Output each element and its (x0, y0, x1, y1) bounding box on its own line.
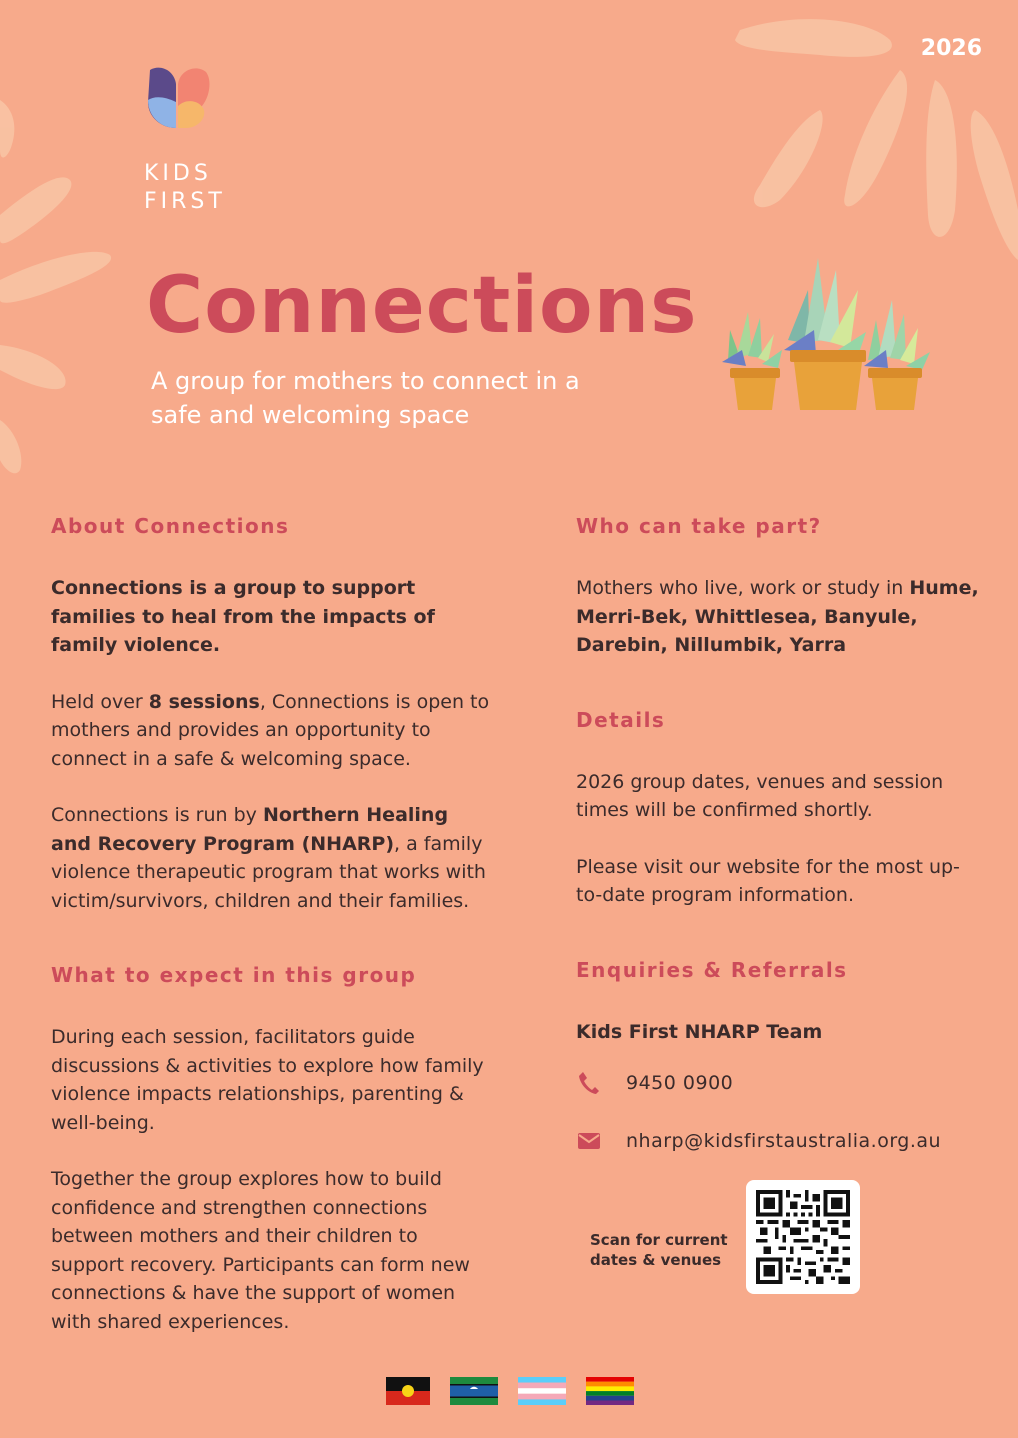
phone-row[interactable] (576, 1068, 986, 1098)
about-program-paragraph (51, 801, 491, 915)
email-address[interactable]: nharp@kidsfirstaustralia.org.au (626, 1130, 942, 1152)
who-areas: Hume, Merri-Bek, Whittlesea, Banyule, Darebin, Nillumbik, Yarra (576, 577, 979, 656)
who-heading: Who can take part? (576, 514, 822, 538)
expect-heading: What to expect in this group (51, 963, 417, 987)
flags-row (386, 1377, 634, 1405)
email-icon (576, 1128, 602, 1154)
right-column (576, 512, 986, 1184)
about-sessions-paragraph (51, 688, 491, 774)
about-sessions-count: 8 sessions (148, 690, 260, 713)
torres-strait-islander-flag (450, 1377, 498, 1405)
about-sessions-text-a: Held over (51, 690, 149, 713)
email-row[interactable] (576, 1126, 986, 1156)
who-text-a: Mothers who live, work or study in (576, 577, 910, 599)
enquiries-team: Kids First NHARP Team (576, 1020, 823, 1043)
rainbow-flag (586, 1377, 634, 1405)
qr-label: Scan for current dates & venues (590, 1231, 728, 1269)
expect-paragraph-1: During each session, facilitators guide discussions & activities to explore how family violence impacts relationships, parenting & well-being. (51, 1026, 484, 1134)
left-column (51, 512, 491, 1364)
heart-logo-icon (144, 66, 210, 132)
page-subtitle: A group for mothers to connect in a safe and welcoming space (151, 367, 580, 429)
about-program-text-a: Connections is run by (51, 804, 263, 826)
details-heading: Details (576, 707, 666, 732)
logo-text-line2: FIRST (144, 189, 226, 214)
about-program-text-c: , a family violence therapeutic program that works with victim/survivors, children and their families. (51, 832, 486, 912)
qr-code[interactable] (746, 1180, 860, 1294)
who-paragraph (576, 574, 986, 660)
transgender-flag (518, 1377, 566, 1405)
about-intro: Connections is a group to support families to heal from the impacts of family violence. (51, 577, 435, 656)
aboriginal-flag (386, 1377, 430, 1405)
page-title: Connections (146, 261, 698, 351)
details-paragraph-2: Please visit our website for the most up-to-date program information. (576, 855, 960, 906)
phone-icon (576, 1070, 602, 1096)
potted-plants-illustration (718, 250, 938, 418)
enquiries-heading: Enquiries & Referrals (576, 957, 848, 982)
details-paragraph-1: 2026 group dates, venues and session times will be confirmed shortly. (576, 770, 944, 821)
logo-text-line1: KIDS (144, 161, 212, 186)
about-sessions-text-c: , Connections is open to mothers and provides an opportunity to connect in a safe & welcoming space. (51, 690, 490, 770)
expect-paragraph-2: Together the group explores how to build confidence and strengthen connections between mothers and their children to support recovery. Participants can form new connections & have the support of women with shared experiences. (51, 1168, 470, 1333)
phone-number[interactable]: 9450 0900 (626, 1072, 734, 1094)
about-heading: About Connections (51, 514, 290, 538)
year-label: 2026 (920, 36, 982, 61)
about-program-name: Northern Healing and Recovery Program (NHARP) (51, 804, 449, 855)
qr-section (590, 1180, 740, 1270)
qr-code-image (756, 1190, 850, 1284)
kids-first-logo (144, 66, 254, 216)
